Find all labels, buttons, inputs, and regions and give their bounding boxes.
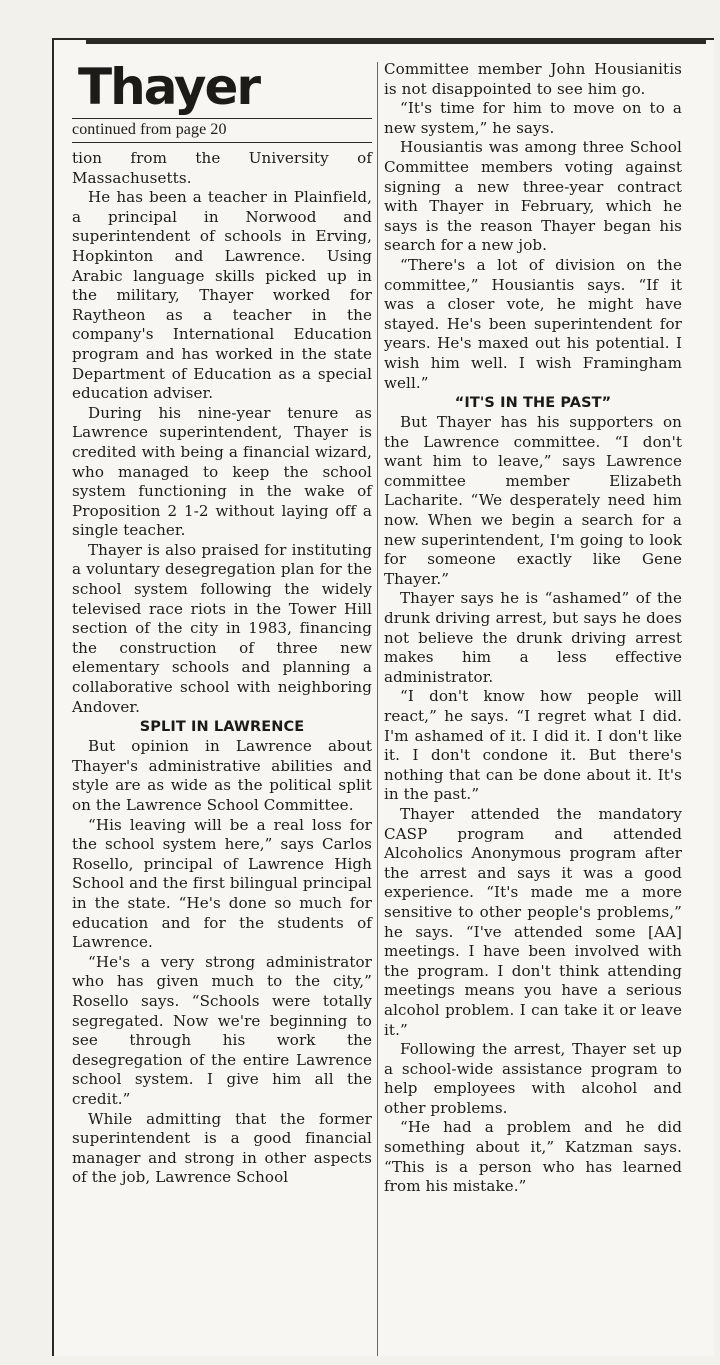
headline: Thayer xyxy=(78,58,260,116)
paragraph: Thayer attended the mandatory CASP program and attended Alcoholics Anonymous program after the arrest and says it was a good experience. “It's made me a more sensitive to other people's problems,” he says. “I've attended some [AA] meetings. I have been involved with the program. I don't think attending meetings means you have a serious alcohol problem. I can take it or leave it.” xyxy=(384,804,682,1039)
column-rule xyxy=(377,62,378,1356)
paragraph: “He had a problem and he did something about it,” Katzman says. “This is a person who has learned from his mistake.” xyxy=(384,1118,682,1196)
right-column-body xyxy=(384,60,682,1197)
paragraph: “He's a very strong administrator who has given much to the city,” Rosello says. “Schools were totally segregated. Now we're beginning to see through his work the desegregation of the entire Lawrence school system. I give him all the credit.” xyxy=(72,952,372,1108)
paragraph: “I don't know how people will react,” he says. “I regret what I did. I'm ashamed of it. I did it. I don't like it. I don't condone it. But there's nothing that can be done about it. It's in the past.” xyxy=(384,687,682,804)
paragraph: But Thayer has his supporters on the Lawrence committee. “I don't want him to leave,” says Lawrence committee member Elizabeth Lacharite. “We desperately need him now. When we begin a search for a new superintendent, I'm going to look for someone exactly like Gene Thayer.” xyxy=(384,413,682,588)
paragraph: He has been a teacher in Plainfield, a principal in Norwood and superintendent of schools in Erving, Hopkinton and Lawrence. Using Arabic language skills picked up in the military, Thayer worked for Raytheon as a teacher in the company's International Education program and has worked in the state Department of Education as a special education adviser. xyxy=(72,188,372,403)
paragraph: “It's time for him to move on to a new system,” he says. xyxy=(384,99,682,137)
right-column xyxy=(384,60,682,1197)
left-column xyxy=(72,60,372,1188)
subheading: SPLIT IN LAWRENCE xyxy=(139,719,305,736)
paragraph: Housiantis was among three School Committee members voting against signing a new three-year contract with Thayer in February, which he says is the reason Thayer began his search for a new job. xyxy=(384,138,682,255)
continued-line: continued from page 20 xyxy=(72,118,372,143)
paragraph: tion from the University of Massachusetts. xyxy=(72,149,372,187)
subheading: “IT'S IN THE PAST” xyxy=(454,395,612,412)
left-column-body xyxy=(72,149,372,1188)
paragraph: But opinion in Lawrence about Thayer's administrative abilities and style are as wide as the political split on the Lawrence School Committee. xyxy=(72,737,372,814)
paragraph: While admitting that the former superintendent is a good financial manager and strong in other aspects of the job, Lawrence School xyxy=(72,1109,372,1187)
paragraph: “There's a lot of division on the committee,” Housiantis says. “If it was a closer vote, he might have stayed. He's been superintendent for years. He's maxed out his potential. I wish him well. I wish Framingham well.” xyxy=(384,255,682,392)
paragraph: During his nine-year tenure as Lawrence superintendent, Thayer is credited with being a financial wizard, who managed to keep the school system functioning in the wake of Proposition 2 1-2 without laying off a single teacher. xyxy=(72,403,372,540)
top-rule xyxy=(86,38,706,44)
paragraph: Thayer says he is “ashamed” of the drunk driving arrest, but says he does not believe the drunk driving arrest makes him a less effective administrator. xyxy=(384,589,682,686)
paragraph: “His leaving will be a real loss for the school system here,” says Carlos Rosello, principal of Lawrence High School and the first bilingual principal in the state. “He's done so much for education and for the students of Lawrence. xyxy=(72,815,372,952)
paragraph: Committee member John Housianitis is not disappointed to see him go. xyxy=(384,60,682,98)
paragraph: Following the arrest, Thayer set up a school-wide assistance program to help employees with alcohol and other problems. xyxy=(384,1040,682,1117)
paragraph: Thayer is also praised for instituting a voluntary desegregation plan for the school system following the widely televised race riots in the Tower Hill section of the city in 1983, financing the construction of three new elementary schools and planning a collaborative school with neighboring Andover. xyxy=(72,540,372,716)
